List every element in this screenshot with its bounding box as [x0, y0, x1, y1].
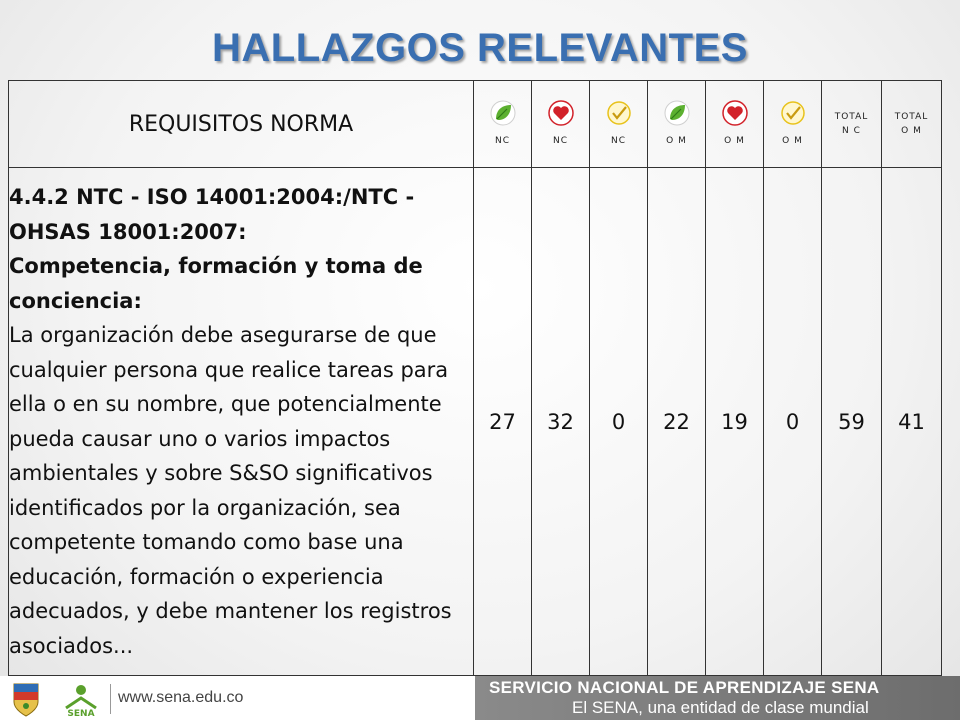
col-label: NC: [494, 136, 511, 146]
table-row: [9, 168, 942, 676]
value-om-quality: 0: [764, 168, 822, 676]
website-link[interactable]: www.sena.edu.co: [118, 689, 244, 706]
value-nc-health: 32: [532, 168, 590, 676]
header-row: [9, 81, 942, 168]
col-total-om: [882, 81, 942, 168]
colombia-crest-icon: [8, 680, 44, 718]
col-label-line2: O M: [901, 126, 922, 136]
value-nc-quality: 0: [590, 168, 648, 676]
footer-banner: [475, 676, 960, 720]
clause-body: La organización debe asegurarse de que cualquier persona que realice tareas para ella o en su nombre, que potencialmente pueda causar uno o varios impactos ambientales y sobre S&SO significativos identificados por la organización, sea competente tomando como base una educación, formación o experiencia adecuados, y debe mantener los registros asociados...: [9, 323, 452, 658]
col-label-line1: TOTAL: [894, 112, 929, 122]
col-label: O M: [666, 136, 687, 146]
col-om-environment: [648, 81, 706, 168]
institution-slogan: El SENA, una entidad de clase mundial: [572, 698, 869, 717]
value-total-om: 41: [882, 168, 942, 676]
col-om-quality: [764, 81, 822, 168]
col-label-line2: N C: [842, 126, 861, 136]
green-leaf-icon: [490, 100, 516, 126]
clause-title: 4.4.2 NTC - ISO 14001:2004:/NTC - OHSAS 18001:2007:: [9, 185, 415, 244]
col-nc-environment: [474, 81, 532, 168]
footer: [0, 676, 960, 720]
institution-name: SERVICIO NACIONAL DE APRENDIZAJE SENA: [489, 678, 880, 697]
col-nc-quality: [590, 81, 648, 168]
divider: [110, 684, 111, 714]
value-total-nc: 59: [822, 168, 882, 676]
sena-logo: [56, 680, 106, 718]
yellow-check-icon: [606, 100, 632, 126]
col-label: O M: [724, 136, 745, 146]
col-label: NC: [610, 136, 627, 146]
col-nc-health: [532, 81, 590, 168]
value-om-health: 19: [706, 168, 764, 676]
col-label: NC: [552, 136, 569, 146]
red-heart-icon: [548, 100, 574, 126]
col-total-nc: [822, 81, 882, 168]
col-label-line1: TOTAL: [834, 112, 869, 122]
value-nc-environment: 27: [474, 168, 532, 676]
red-heart-icon: [722, 100, 748, 126]
sena-logo-text: SENA: [67, 709, 95, 718]
col-label: O M: [782, 136, 803, 146]
clause-subtitle: Competencia, formación y toma de conciencia:: [9, 254, 423, 313]
requirement-cell: [9, 168, 474, 676]
yellow-check-icon: [780, 100, 806, 126]
green-leaf-icon: [664, 100, 690, 126]
page-title: HALLAZGOS RELEVANTES: [212, 26, 748, 70]
findings-table: [8, 80, 942, 676]
value-om-environment: 22: [648, 168, 706, 676]
requirements-header: REQUISITOS NORMA: [9, 81, 474, 168]
col-om-health: [706, 81, 764, 168]
